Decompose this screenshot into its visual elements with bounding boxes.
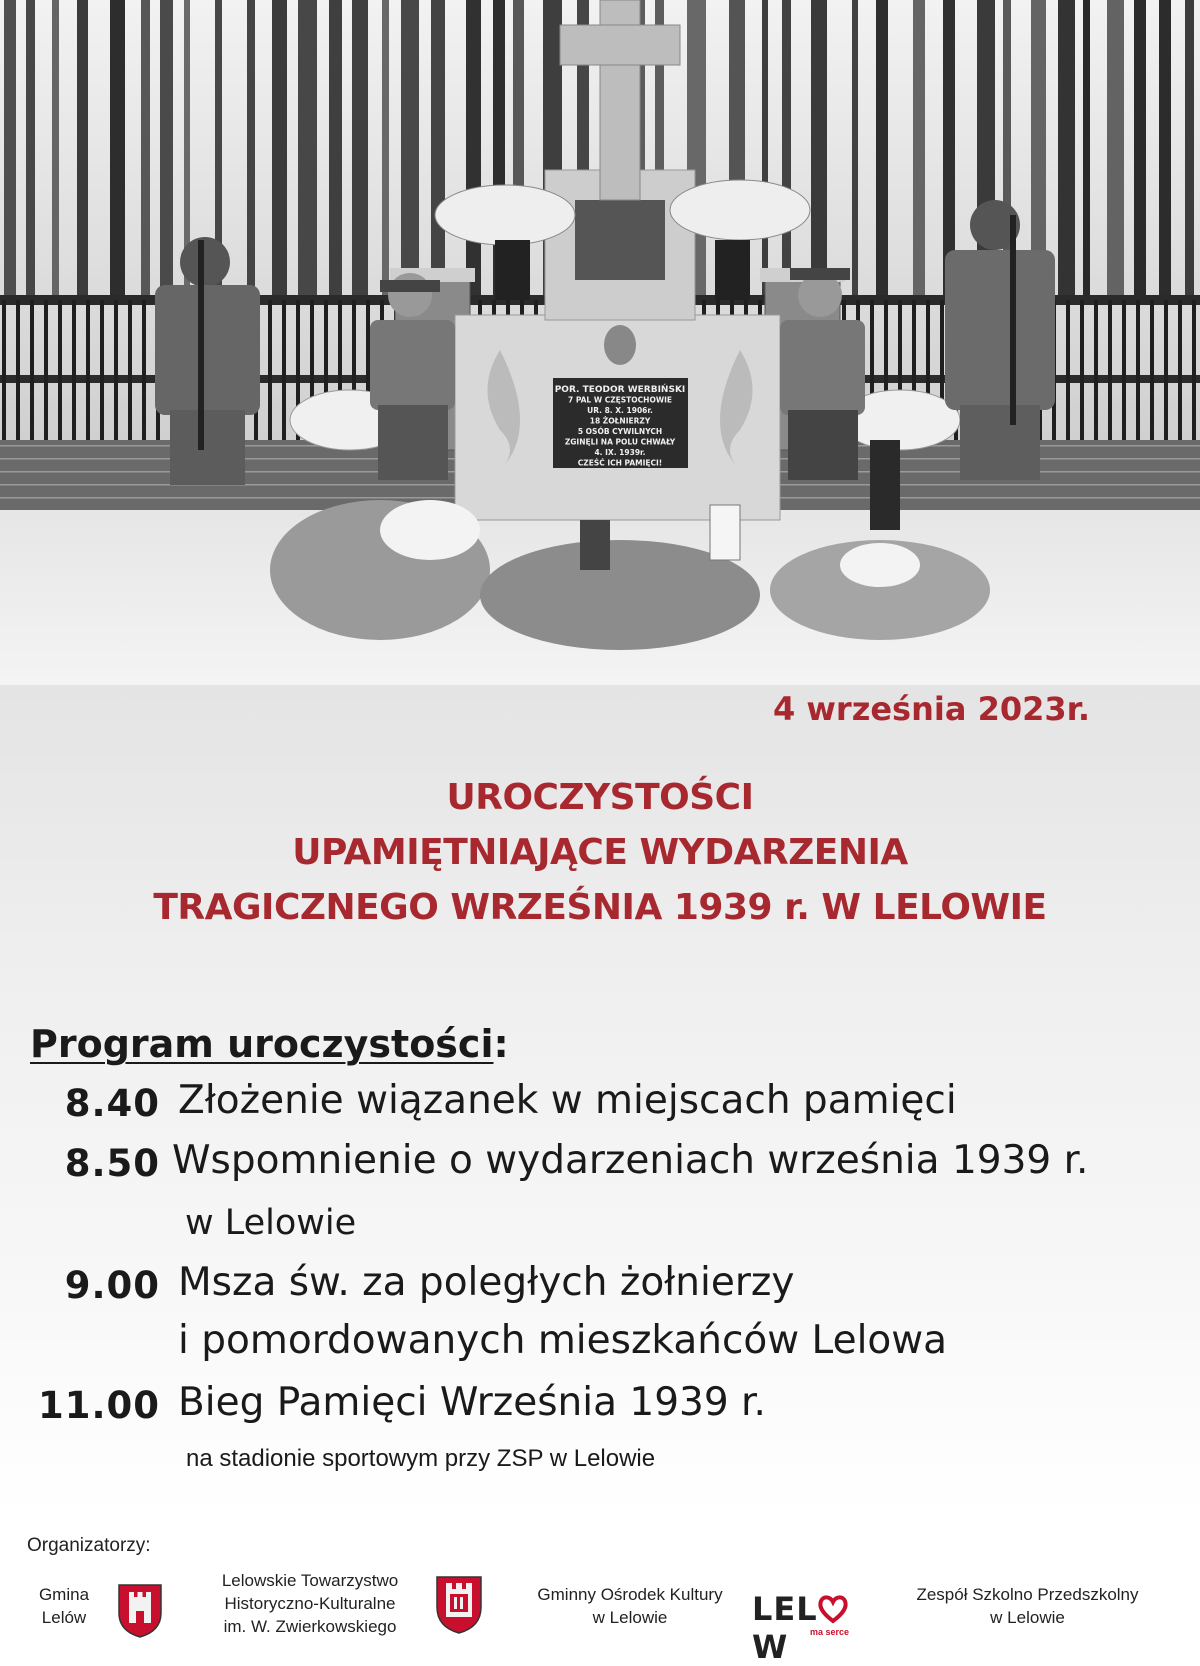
plaque-text-line: 4. IX. 1939r. xyxy=(594,448,646,457)
organizer-zsp xyxy=(905,1583,1150,1629)
event-title-line: UPAMIĘTNIAJĄCE WYDARZENIA xyxy=(292,832,908,873)
organizers-label: Organizatorzy: xyxy=(27,1535,151,1556)
plaque-text-line: ZGINĘLI NA POLU CHWAŁY xyxy=(564,437,676,447)
lelow-ma-serce-logo xyxy=(752,1590,866,1666)
gmina-crest-icon xyxy=(117,1583,163,1639)
plaque-text-line: UR. 8. X. 1906r. xyxy=(587,406,653,415)
program-heading-colon: : xyxy=(493,1022,509,1066)
plaque-text-line: CZEŚĆ ICH PAMIĘCI! xyxy=(577,458,663,468)
organizer-name-line: Lelowskie Towarzystwo xyxy=(221,1571,399,1590)
lthk-crest-icon xyxy=(435,1575,483,1635)
program-item-subtext: i pomordowanych mieszkańców Lelowa xyxy=(178,1318,948,1363)
lelow-logo-left: LEL xyxy=(752,1590,818,1628)
organizer-name-line: Gminny Ośrodek Kultury xyxy=(537,1585,723,1604)
event-title-line: TRAGICZNEGO WRZEŚNIA 1939 r. W LELOWIE xyxy=(153,887,1047,928)
lelow-logo-tagline: ma serce xyxy=(810,1627,850,1637)
plaque-text-line: 18 ŻOŁNIERZY xyxy=(589,416,651,426)
memorial-photo xyxy=(0,0,1200,685)
event-title xyxy=(0,770,1200,935)
organizer-gmina-lelow xyxy=(28,1583,100,1629)
program-item-text: Msza św. za poległych żołnierzy xyxy=(178,1260,795,1305)
program-item-text: Bieg Pamięci Września 1939 r. xyxy=(178,1380,766,1425)
organizer-lthk xyxy=(210,1569,410,1638)
program-item-subtext: w Lelowie xyxy=(185,1203,357,1243)
program-item-time: 11.00 xyxy=(37,1384,160,1427)
organizer-name-line: Historyczno-Kulturalne xyxy=(224,1594,396,1613)
organizer-name-line: w Lelowie xyxy=(990,1608,1065,1627)
lelow-logo-right: W xyxy=(752,1628,789,1666)
program-item-time: 9.00 xyxy=(64,1264,160,1307)
organizer-gok xyxy=(525,1583,735,1629)
organizer-name-line: im. W. Zwierkowskiego xyxy=(223,1617,397,1636)
program-heading-text: Program uroczystości xyxy=(30,1022,494,1066)
program-item-time: 8.40 xyxy=(64,1082,160,1125)
heart-icon xyxy=(818,1595,848,1623)
plaque-text-line: 7 PAL W CZĘSTOCHOWIE xyxy=(567,395,673,405)
event-title-line: UROCZYSTOŚCI xyxy=(446,777,754,818)
event-date: 4 września 2023r. xyxy=(772,690,1090,728)
program-item-time: 8.50 xyxy=(64,1142,160,1185)
program-item-text: Wspomnienie o wydarzeniach września 1939 r. xyxy=(172,1138,1089,1183)
plaque-text-line: POR. TEODOR WERBIŃSKI xyxy=(554,385,686,395)
memorial-photo-illustration xyxy=(0,0,1200,685)
organizer-name-line: Gmina xyxy=(38,1585,90,1604)
program-item-note: na stadionie sportowym przy ZSP w Lelowie xyxy=(186,1445,656,1472)
organizer-name-line: Lelów xyxy=(41,1608,87,1627)
program-heading xyxy=(30,1022,509,1066)
organizer-name-line: Zespół Szkolno Przedszkolny xyxy=(916,1585,1139,1604)
organizer-name-line: w Lelowie xyxy=(592,1608,668,1627)
plaque-text-line: 5 OSÓB CYWILNYCH xyxy=(577,427,663,436)
program-item-text: Złożenie wiązanek w miejscach pamięci xyxy=(178,1078,957,1123)
organizers-footer xyxy=(0,1515,1200,1666)
